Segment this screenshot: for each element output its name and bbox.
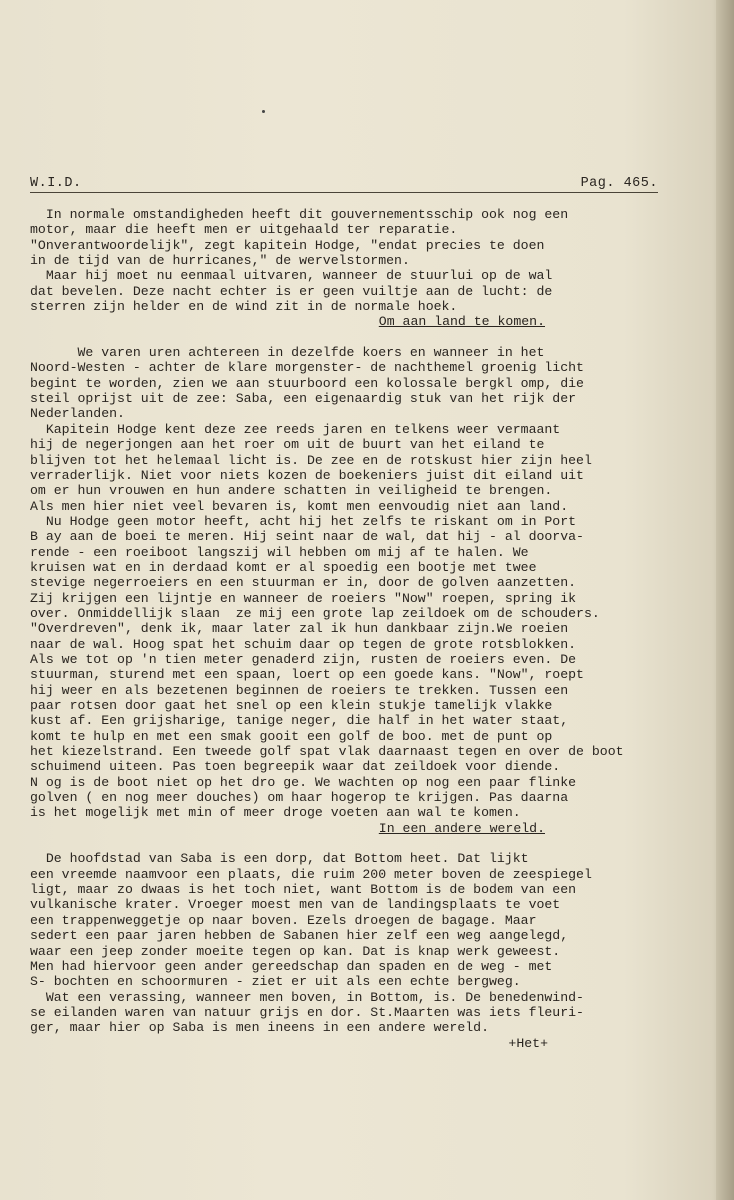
text-line: het kiezelstrand. Een tweede golf spat vlak daarnaast tegen en over de boot	[30, 744, 624, 760]
text-line: over. Onmiddellijk slaan ze mij een grote lap zeildoek om de schouders.	[30, 605, 600, 621]
text-line: komt te hulp en met een smak gooit een golf de boo. met de punt op	[30, 728, 553, 744]
text-line: Nederlanden.	[30, 406, 125, 422]
text-line: hij de negerjongen aan het roer om uit de buurt van het eiland te	[30, 437, 545, 453]
text-line: ligt, maar zo dwaas is het toch niet, want Bottom is de bodem van een	[30, 882, 577, 898]
text-line: Men had hiervoor geen ander gereedschap dan spaden en de weg - met	[30, 958, 553, 974]
text-line: dat bevelen. Deze nacht echter is er geen vuiltje aan de lucht: de	[30, 283, 553, 299]
text-line: hij weer en als bezetenen beginnen de roeiers te trekken. Tussen een	[30, 682, 569, 698]
text-line: "Overdreven", denk ik, maar later zal ik hun dankbaar zijn.We roeien	[30, 621, 569, 637]
text-line: steil oprijst uit de zee: Saba, een eigenaardig stuk van het rijk der	[30, 391, 577, 407]
text-line: Maar hij moet nu eenmaal uitvaren, wanneer de stuurlui op de wal	[30, 268, 553, 284]
text-line: Noord-Westen - achter de klare morgenster- de nachthemel groenig licht	[30, 360, 584, 376]
page-number: Pag. 465.	[580, 176, 658, 191]
text-line: schuimend uiteen. Pas toen begreepik waar dat zeildoek voor diende.	[30, 759, 561, 775]
text-line: vulkanische krater. Vroeger moest men van de landingsplaats te voet	[30, 897, 561, 913]
text-line: Zij krijgen een lijntje en wanneer de roeiers "Now" roepen, spring ik	[30, 590, 577, 606]
text-line: is het mogelijk met min of meer droge voeten aan wal te komen.	[30, 805, 521, 821]
text-line: In normale omstandigheden heeft dit gouvernementsschip ook nog een	[30, 207, 569, 222]
text-line: verraderlijk. Niet voor niets kozen de boekeniers juist dit eiland uit	[30, 467, 584, 483]
text-line: sterren zijn helder en de wind zit in de normale hoek.	[30, 299, 458, 315]
text-line: B ay aan de boei te meren. Hij seint naar de wal, dat hij - al doorva-	[30, 529, 584, 545]
text-line: N og is de boot niet op het dro ge. We wachten op nog een paar flinke	[30, 774, 577, 790]
text-line: een vreemde naamvoor een plaats, die ruim 200 meter boven de zeespiegel	[30, 866, 592, 882]
header-rule	[30, 192, 658, 193]
body-text	[30, 207, 690, 1051]
section-heading	[30, 314, 690, 329]
section-heading	[30, 821, 690, 836]
text-line: ger, maar hier op Saba is men ineens in een andere wereld.	[30, 1020, 489, 1036]
text-line: paar rotsen door gaat het snel op een klein stukje tamelijk vlakke	[30, 698, 553, 713]
text-line: begint te worden, zien we aan stuurboord een kolossale bergkl omp, die	[30, 375, 584, 391]
text-line: De hoofdstad van Saba is een dorp, dat Bottom heet. Dat lijkt	[30, 851, 529, 867]
text-line: blijven tot het helemaal licht is. De zee en de rotskust hier zijn heel	[30, 452, 592, 468]
page-continuation: +Het+	[508, 1035, 548, 1051]
text-line: "Onverantwoordelijk", zegt kapitein Hodge, "endat precies te doen	[30, 237, 545, 253]
text-line: Nu Hodge geen motor heeft, acht hij het zelfs te riskant om in Port	[30, 513, 577, 529]
text-line: om er hun vrouwen en hun andere schatten in veiligheid te brengen.	[30, 483, 553, 499]
section-heading-text: Om aan land te komen.	[378, 314, 545, 330]
text-line: stuurman, sturend met een spaan, loert op een goede kans. "Now", roept	[30, 667, 584, 683]
text-line: kust af. Een grijsharige, tanige neger, die half in het water staat,	[30, 713, 569, 729]
text-line: Wat een verassing, wanneer men boven, in Bottom, is. De benedenwind-	[30, 989, 584, 1005]
ink-dot	[262, 110, 265, 113]
text-line: in de tijd van de hurricanes," de wervelstormen.	[30, 253, 410, 269]
section-heading-text: In een andere wereld.	[378, 820, 545, 836]
text-line	[30, 330, 690, 345]
text-line: S- bochten en schoormuren - ziet er uit als een echte bergweg.	[30, 974, 521, 990]
page-header	[30, 176, 658, 196]
text-line: waar een jeep zonder moeite tegen op kan. Dat is knap werk geweest.	[30, 943, 561, 959]
text-line: kruisen wat en in derdaad komt er al spoedig een bootje met twee	[30, 559, 537, 575]
page-edge	[716, 0, 734, 1200]
text-line: se eilanden waren van natuur grijs en dor. St.Maarten was iets fleuri-	[30, 1004, 584, 1020]
text-line: Kapitein Hodge kent deze zee reeds jaren en telkens weer vermaant	[30, 421, 561, 437]
text-line: stevige negerroeiers en een stuurman er in, door de golven aanzetten.	[30, 575, 577, 591]
text-line: Als men hier niet veel bevaren is, komt men eenvoudig niet aan land.	[30, 498, 569, 514]
text-line: We varen uren achtereen in dezelfde koers en wanneer in het	[30, 345, 545, 361]
text-line: een trappenweggetje op naar boven. Ezels droegen de bagage. Maar	[30, 912, 537, 928]
text-line: motor, maar die heeft men er uitgehaald ter reparatie.	[30, 222, 458, 238]
text-line: naar de wal. Hoog spat het schuim daar op tegen de grote rotsblokken.	[30, 636, 577, 652]
text-line: sedert een paar jaren hebben de Sabanen hier zelf een weg aangelegd,	[30, 928, 569, 944]
text-line	[30, 836, 690, 851]
text-line: Als we tot op 'n tien meter genaderd zijn, rusten de roeiers even. De	[30, 651, 577, 667]
header-left: W.I.D.	[30, 176, 82, 191]
text-line: rende - een roeiboot langszij wil hebben om mij af te halen. We	[30, 544, 529, 560]
text-line: golven ( en nog meer douches) om haar hogerop te krijgen. Pas daarna	[30, 790, 569, 806]
